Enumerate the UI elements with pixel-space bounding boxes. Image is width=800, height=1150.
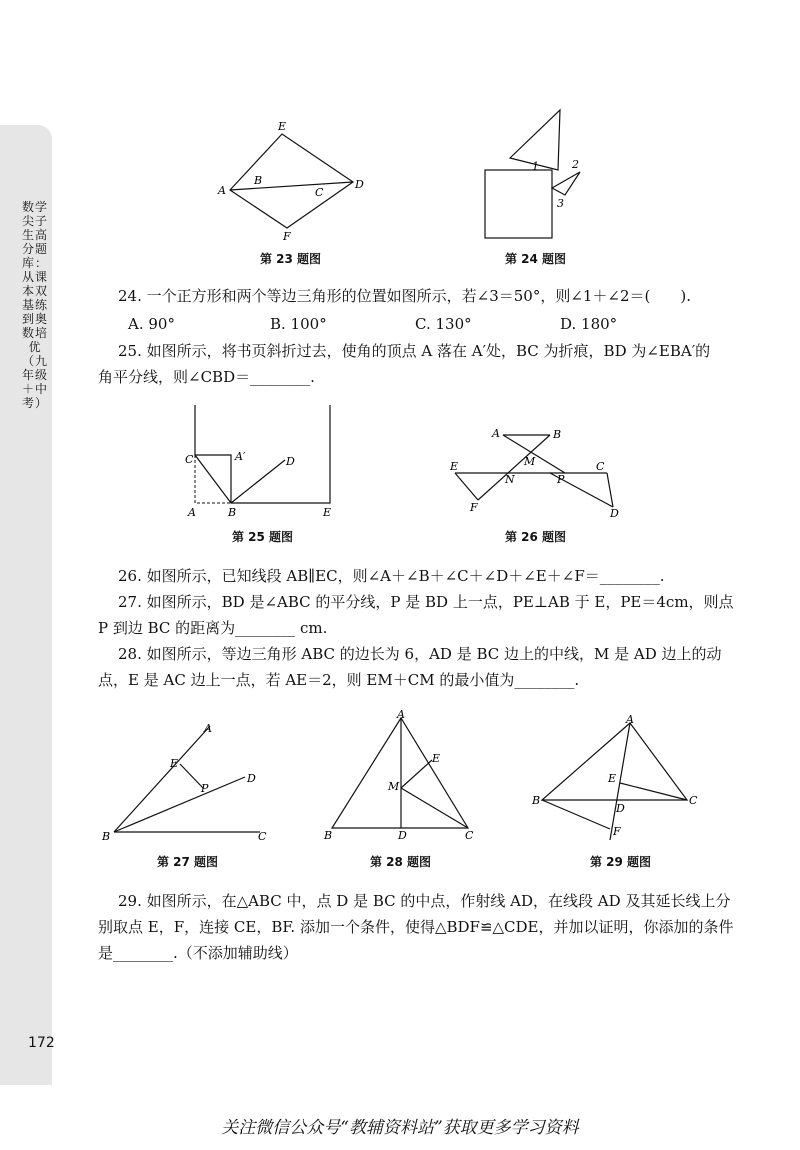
f25-label: D bbox=[286, 455, 295, 468]
f23-label: B bbox=[254, 174, 263, 187]
caption-29: 第 29 题图 bbox=[590, 855, 652, 869]
f29-label: F bbox=[613, 825, 621, 838]
f28-label: D bbox=[398, 829, 407, 842]
f25-label: E bbox=[323, 506, 332, 519]
footer-note: 关注微信公众号“教辅资料站”获取更多学习资料 bbox=[221, 1118, 579, 1138]
f23-label: A bbox=[218, 184, 226, 197]
f28-labels bbox=[323, 708, 474, 842]
page-number: 172 bbox=[28, 1035, 55, 1051]
f28-label: B bbox=[324, 829, 333, 842]
f29-label: A bbox=[626, 713, 634, 726]
f24-label: 3 bbox=[557, 197, 564, 210]
f26-label: M bbox=[524, 455, 536, 468]
q25-line1: 25. 如图所示，将书页斜折过去，使角的顶点 A 落在 A′处，BC 为折痕，BD 为∠EBA′的 bbox=[118, 342, 711, 360]
sidebar-title: 数学尖子生高分题库：从课本双基练到奥数培优（九年级＋中考） bbox=[22, 200, 49, 410]
f26-label: D bbox=[610, 507, 619, 520]
f26-label: E bbox=[450, 460, 459, 473]
q24-option-a: A. 90° bbox=[128, 315, 175, 333]
f27-label: P bbox=[201, 782, 209, 795]
f27-label: E bbox=[170, 757, 179, 770]
caption-26: 第 26 题图 bbox=[505, 530, 567, 544]
f23-label: F bbox=[283, 230, 291, 243]
f27-label: D bbox=[247, 772, 256, 785]
q27-line1: 27. 如图所示，BD 是∠ABC 的平分线，P 是 BD 上一点，PE⊥AB 于 E，PE＝4cm，则点 bbox=[118, 593, 734, 611]
f25-label: B bbox=[228, 506, 237, 519]
f26-label: A bbox=[492, 427, 500, 440]
f29-label: E bbox=[608, 772, 617, 785]
figure-28 bbox=[320, 710, 480, 845]
q28-line1: 28. 如图所示，等边三角形 ABC 的边长为 6，AD 是 BC 边上的中线，M 是 AD 边上的动 bbox=[118, 645, 722, 663]
figure-24 bbox=[480, 110, 590, 245]
q24-option-b: B. 100° bbox=[270, 315, 327, 333]
f29-label: D bbox=[616, 802, 625, 815]
caption-28: 第 28 题图 bbox=[370, 855, 432, 869]
f27-label: C bbox=[258, 830, 267, 843]
caption-27: 第 27 题图 bbox=[157, 855, 219, 869]
f26-label: N bbox=[505, 473, 515, 486]
f25-label: A′ bbox=[235, 450, 246, 463]
q24-option-c: C. 130° bbox=[415, 315, 472, 333]
f24-label: 2 bbox=[572, 158, 579, 171]
f28-label: M bbox=[388, 780, 400, 793]
f26-label: C bbox=[596, 460, 605, 473]
f23-labels bbox=[217, 120, 364, 243]
f23-label: C bbox=[315, 186, 324, 199]
figure-23 bbox=[205, 120, 375, 245]
f27-label: B bbox=[102, 830, 111, 843]
figure-26 bbox=[450, 425, 620, 520]
f29-labels bbox=[531, 713, 698, 838]
q29-line2: 别取点 E，F，连接 CE，BF. 添加一个条件，使得△BDF≌△CDE，并加以证明，你添加的条件 bbox=[98, 918, 734, 936]
q24-option-d: D. 180° bbox=[560, 315, 618, 333]
caption-25: 第 25 题图 bbox=[232, 530, 294, 544]
q29-line1: 29. 如图所示，在△ABC 中，点 D 是 BC 的中点，作射线 AD，在线段 AD 及其延长线上分 bbox=[118, 892, 731, 910]
figure-29 bbox=[530, 715, 705, 845]
f28-label: C bbox=[465, 829, 474, 842]
f25-label: C bbox=[185, 453, 194, 466]
q24-text: 24. 一个正方形和两个等边三角形的位置如图所示，若∠3＝50°，则∠1＋∠2＝( ). bbox=[118, 287, 692, 305]
q28-line2: 点，E 是 AC 边上一点，若 AE＝2，则 EM＋CM 的最小值为________. bbox=[98, 671, 580, 689]
q27-line2: P 到边 BC 的距离为________ cm. bbox=[98, 619, 328, 637]
caption-23: 第 23 题图 bbox=[260, 252, 322, 266]
f26-label: B bbox=[553, 428, 562, 441]
figure-27 bbox=[100, 720, 275, 845]
f29-label: B bbox=[532, 794, 541, 807]
f23-label: E bbox=[278, 120, 287, 133]
f25-label: A bbox=[188, 506, 196, 519]
f23-label: D bbox=[355, 178, 364, 191]
f24-label: 1 bbox=[532, 160, 539, 173]
f27-label: A bbox=[204, 722, 212, 735]
f28-label: A bbox=[397, 708, 405, 721]
q29-line3: 是________.（不添加辅助线） bbox=[98, 944, 298, 962]
caption-24: 第 24 题图 bbox=[505, 252, 567, 266]
figure-25 bbox=[185, 405, 345, 520]
q25-line2: 角平分线，则∠CBD＝________. bbox=[98, 368, 315, 386]
f25-labels bbox=[185, 450, 331, 519]
f28-label: E bbox=[432, 752, 441, 765]
f27-labels bbox=[101, 722, 267, 843]
f26-label: F bbox=[470, 501, 478, 514]
f29-label: C bbox=[689, 794, 698, 807]
f26-label: P bbox=[557, 473, 565, 486]
q26-text: 26. 如图所示，已知线段 AB∥EC，则∠A＋∠B＋∠C＋∠D＋∠E＋∠F＝________. bbox=[118, 567, 665, 585]
